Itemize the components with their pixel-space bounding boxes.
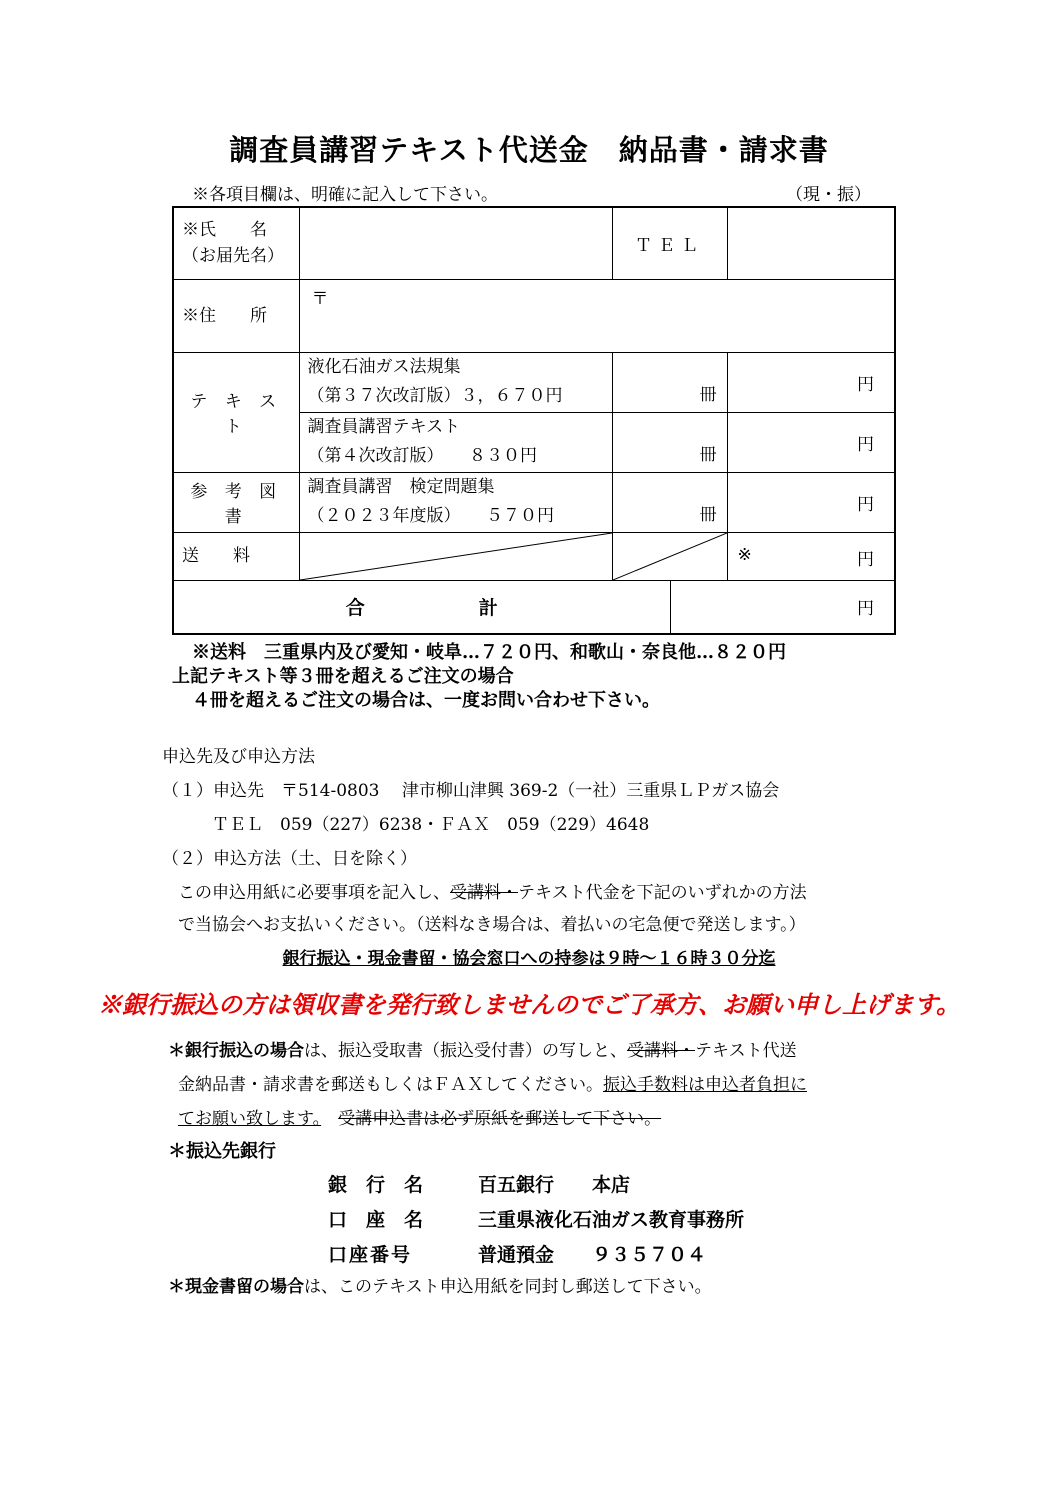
item-3-description: 調査員講習 検定問題集 （２０２３年度版） ５７０円 (299, 472, 612, 532)
cash-note: ＊現金書留の場合は、このテキスト申込用紙を同封し郵送して下さい。 (168, 1277, 712, 1297)
item-1-quantity[interactable]: 冊 (612, 352, 727, 412)
account-number-label: 口座番号 (328, 1244, 413, 1266)
payment-type: （現・振） (786, 185, 871, 205)
bank-name-label: 銀 行 名 (328, 1174, 424, 1196)
bank-heading: ＊振込先銀行 (168, 1141, 276, 1162)
item-2-description: 調査員講習テキスト （第４次改訂版） ８３０円 (299, 412, 612, 472)
instruction-note: ※各項目欄は、明確に記入して下さい。 (192, 185, 498, 205)
order-form-table (172, 206, 896, 635)
total-amount[interactable]: 円 (670, 580, 895, 634)
diagonal-line-icon (300, 533, 612, 580)
item-2-quantity[interactable]: 冊 (612, 412, 727, 472)
shipping-mark: ※ (737, 544, 752, 565)
item-3-amount[interactable]: 円 (727, 472, 895, 532)
apply-body-2: で当協会へお支払いください。（送料なき場合は、着払いの宅急便で発送します。） (178, 915, 806, 935)
hours-note: 銀行振込・現金書留・協会窓口への持参は９時～１６時３０分迄 (282, 949, 776, 969)
bank-name-value: 百五銀行 本店 (478, 1174, 631, 1196)
bank-transfer-line-1: ＊銀行振込の場合は、振込受取書（振込受付書）の写しと、受講料・テキスト代送 (168, 1041, 797, 1061)
item-3-quantity[interactable]: 冊 (612, 472, 727, 532)
item-1-description: 液化石油ガス法規集 （第３７次改訂版）３，６７０円 (299, 352, 612, 412)
tel-input-cell[interactable] (727, 207, 895, 279)
apply-line-1: （１）申込先 〒514-0803 津市柳山津興 369-2（一社）三重県ＬＰガス協会 (162, 781, 780, 801)
address-label: ※住 所 (173, 279, 299, 352)
shipping-note-3: ４冊を超えるご注文の場合は、一度お問い合わせ下さい。 (192, 690, 660, 711)
text-label: テ キ ス ト (173, 352, 299, 472)
reference-label: 参 考 図 書 (173, 472, 299, 532)
postal-mark: 〒 (311, 288, 329, 309)
account-number-value: 普通預金 ９３５７０４ (478, 1244, 707, 1266)
shipping-note-2: 上記テキスト等３冊を超えるご注文の場合 (172, 666, 514, 687)
shipping-amount[interactable] (727, 532, 895, 580)
bank-info (328, 1166, 744, 1271)
name-label: ※氏 名 （お届先名） (173, 207, 299, 279)
shipping-blank-2 (612, 532, 727, 580)
shipping-note-1: ※送料 三重県内及び愛知・岐阜…７２０円、和歌山・奈良他…８２０円 (192, 642, 786, 663)
apply-line-3: （２）申込方法（土、日を除く） (162, 849, 417, 869)
shipping-label: 送 料 (173, 532, 299, 580)
name-input-cell[interactable] (299, 207, 612, 279)
total-label: 合 計 (173, 580, 670, 634)
tel-label: ＴＥＬ (612, 207, 727, 279)
page-title: 調査員講習テキスト代送金 納品書・請求書 (229, 133, 829, 167)
apply-body-1: この申込用紙に必要事項を記入し、受講料・テキスト代金を下記のいずれかの方法 (178, 883, 807, 903)
red-notice: ※銀行振込の方は領収書を発行致しませんのでご了承方、お願い申し上げます。 (97, 990, 961, 1019)
address-input-cell[interactable] (299, 279, 895, 352)
account-name-label: 口 座 名 (328, 1209, 424, 1231)
apply-heading: 申込先及び申込方法 (162, 747, 315, 767)
bank-transfer-line-3: てお願い致します。 受講申込書は必ず原紙を郵送して下さい。 (178, 1109, 662, 1129)
shipping-yen: 円 (857, 549, 874, 570)
item-2-amount[interactable]: 円 (727, 412, 895, 472)
account-name-value: 三重県液化石油ガス教育事務所 (478, 1209, 745, 1231)
shipping-blank-1 (299, 532, 612, 580)
item-1-amount[interactable]: 円 (727, 352, 895, 412)
apply-line-2: ＴＥＬ 059（227）6238・ＦＡＸ 059（229）4648 (212, 815, 650, 835)
diagonal-line-icon (613, 533, 727, 580)
bank-transfer-line-2: 金納品書・請求書を郵送もしくはＦＡＸしてください。振込手数料は申込者負担に (178, 1075, 807, 1095)
